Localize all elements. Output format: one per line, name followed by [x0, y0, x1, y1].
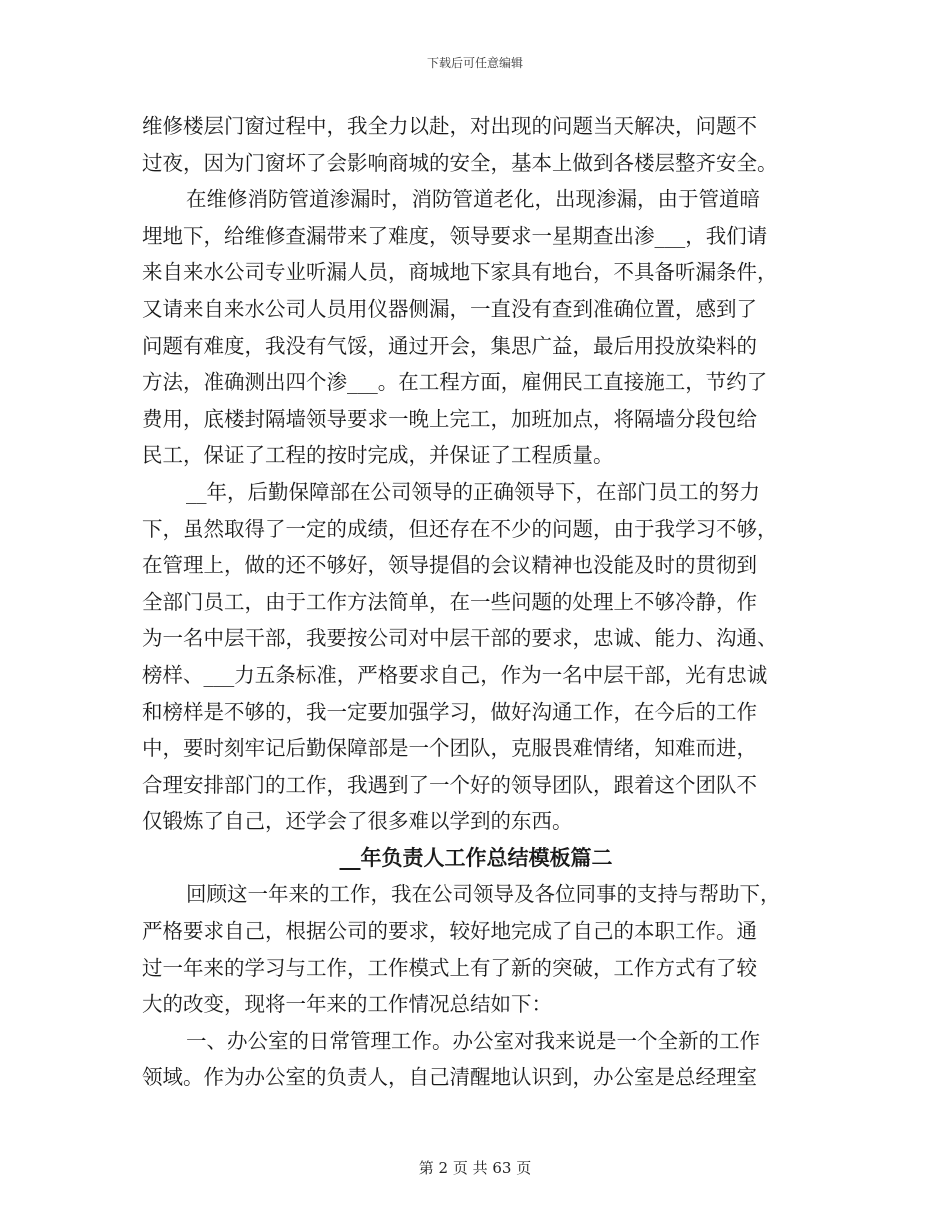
text-line: 在维修消防管道渗漏时，消防管道老化，出现渗漏，由于管道暗	[186, 187, 760, 212]
text-line: 民工，保证了工程的按时完成，并保证了工程质量。	[142, 443, 614, 468]
text-line: 埋地下，给维修查漏带来了难度，领导要求一星期查出渗___，我们请	[142, 223, 768, 248]
text-line: 中，要时刻牢记后勤保障部是一个团队，克服畏难情绪，知难而进，	[142, 736, 757, 761]
text-line: 维修楼层门窗过程中，我全力以赴，对出现的问题当天解决，问题不	[142, 114, 757, 138]
text-line: 方法，准确测出四个渗___。在工程方面，雇佣民工直接施工，节约了	[142, 370, 768, 395]
text-line: 费用，底楼封隔墙领导要求一晚上完工，加班加点，将隔墙分段包给	[142, 406, 757, 431]
text-line: 在管理上，做的还不够好，领导提倡的会议精神也没能及时的贯彻到	[142, 553, 757, 578]
text-line: 和榜样是不够的，我一定要加强学习，做好沟通工作，在今后的工作	[142, 699, 757, 724]
text-line: 大的改变，现将一年来的工作情况总结如下：	[142, 992, 552, 1017]
text-line: 过夜，因为门窗坏了会影响商城的安全，基本上做到各楼层整齐安全。	[142, 150, 778, 175]
document-body	[142, 108, 810, 1096]
page-header: 下载后可任意编辑	[426, 56, 523, 70]
text-line: 全部门员工，由于工作方法简单，在一些问题的处理上不够冷静，作	[142, 589, 757, 614]
text-line: 来自来水公司专业听漏人员，商城地下家具有地台，不具备听漏条件，	[142, 260, 778, 285]
text-line: 榜样、___力五条标准，严格要求自己，作为一名中层干部，光有忠诚	[142, 662, 768, 687]
text-line: 又请来自来水公司人员用仪器侧漏，一直没有查到准确位置，感到了	[142, 296, 757, 321]
text-line: 下，虽然取得了一定的成绩，但还存在不少的问题，由于我学习不够，	[142, 516, 778, 541]
text-line: __年，后勤保障部在公司领导的正确领导下，在部门员工的努力	[186, 479, 760, 504]
text-line: 为一名中层干部，我要按公司对中层干部的要求，忠诚、能力、沟通、	[142, 626, 778, 651]
text-line: 一、办公室的日常管理工作。办公室对我来说是一个全新的工作	[186, 1028, 760, 1053]
text-line: 严格要求自己，根据公司的要求，较好地完成了自己的本职工作。通	[142, 919, 757, 944]
text-line: 合理安排部门的工作，我遇到了一个好的领导团队，跟着这个团队不	[142, 772, 757, 797]
text-line: 过一年来的学习与工作，工作模式上有了新的突破，工作方式有了较	[142, 955, 757, 980]
text-line: 问题有难度，我没有气馁，通过开会，集思广益，最后用投放染料的	[142, 333, 757, 358]
text-line: 领域。作为办公室的负责人，自己清醒地认识到，办公室是总经理室	[142, 1065, 757, 1090]
text-line: 回顾这一年来的工作，我在公司领导及各位同事的支持与帮助下，	[186, 882, 781, 907]
page-footer: 第 2 页 共 63 页	[418, 1159, 532, 1177]
text-line: 仅锻炼了自己，还学会了很多难以学到的东西。	[142, 809, 573, 834]
section-heading: __年负责人工作总结模板篇二	[339, 844, 613, 870]
